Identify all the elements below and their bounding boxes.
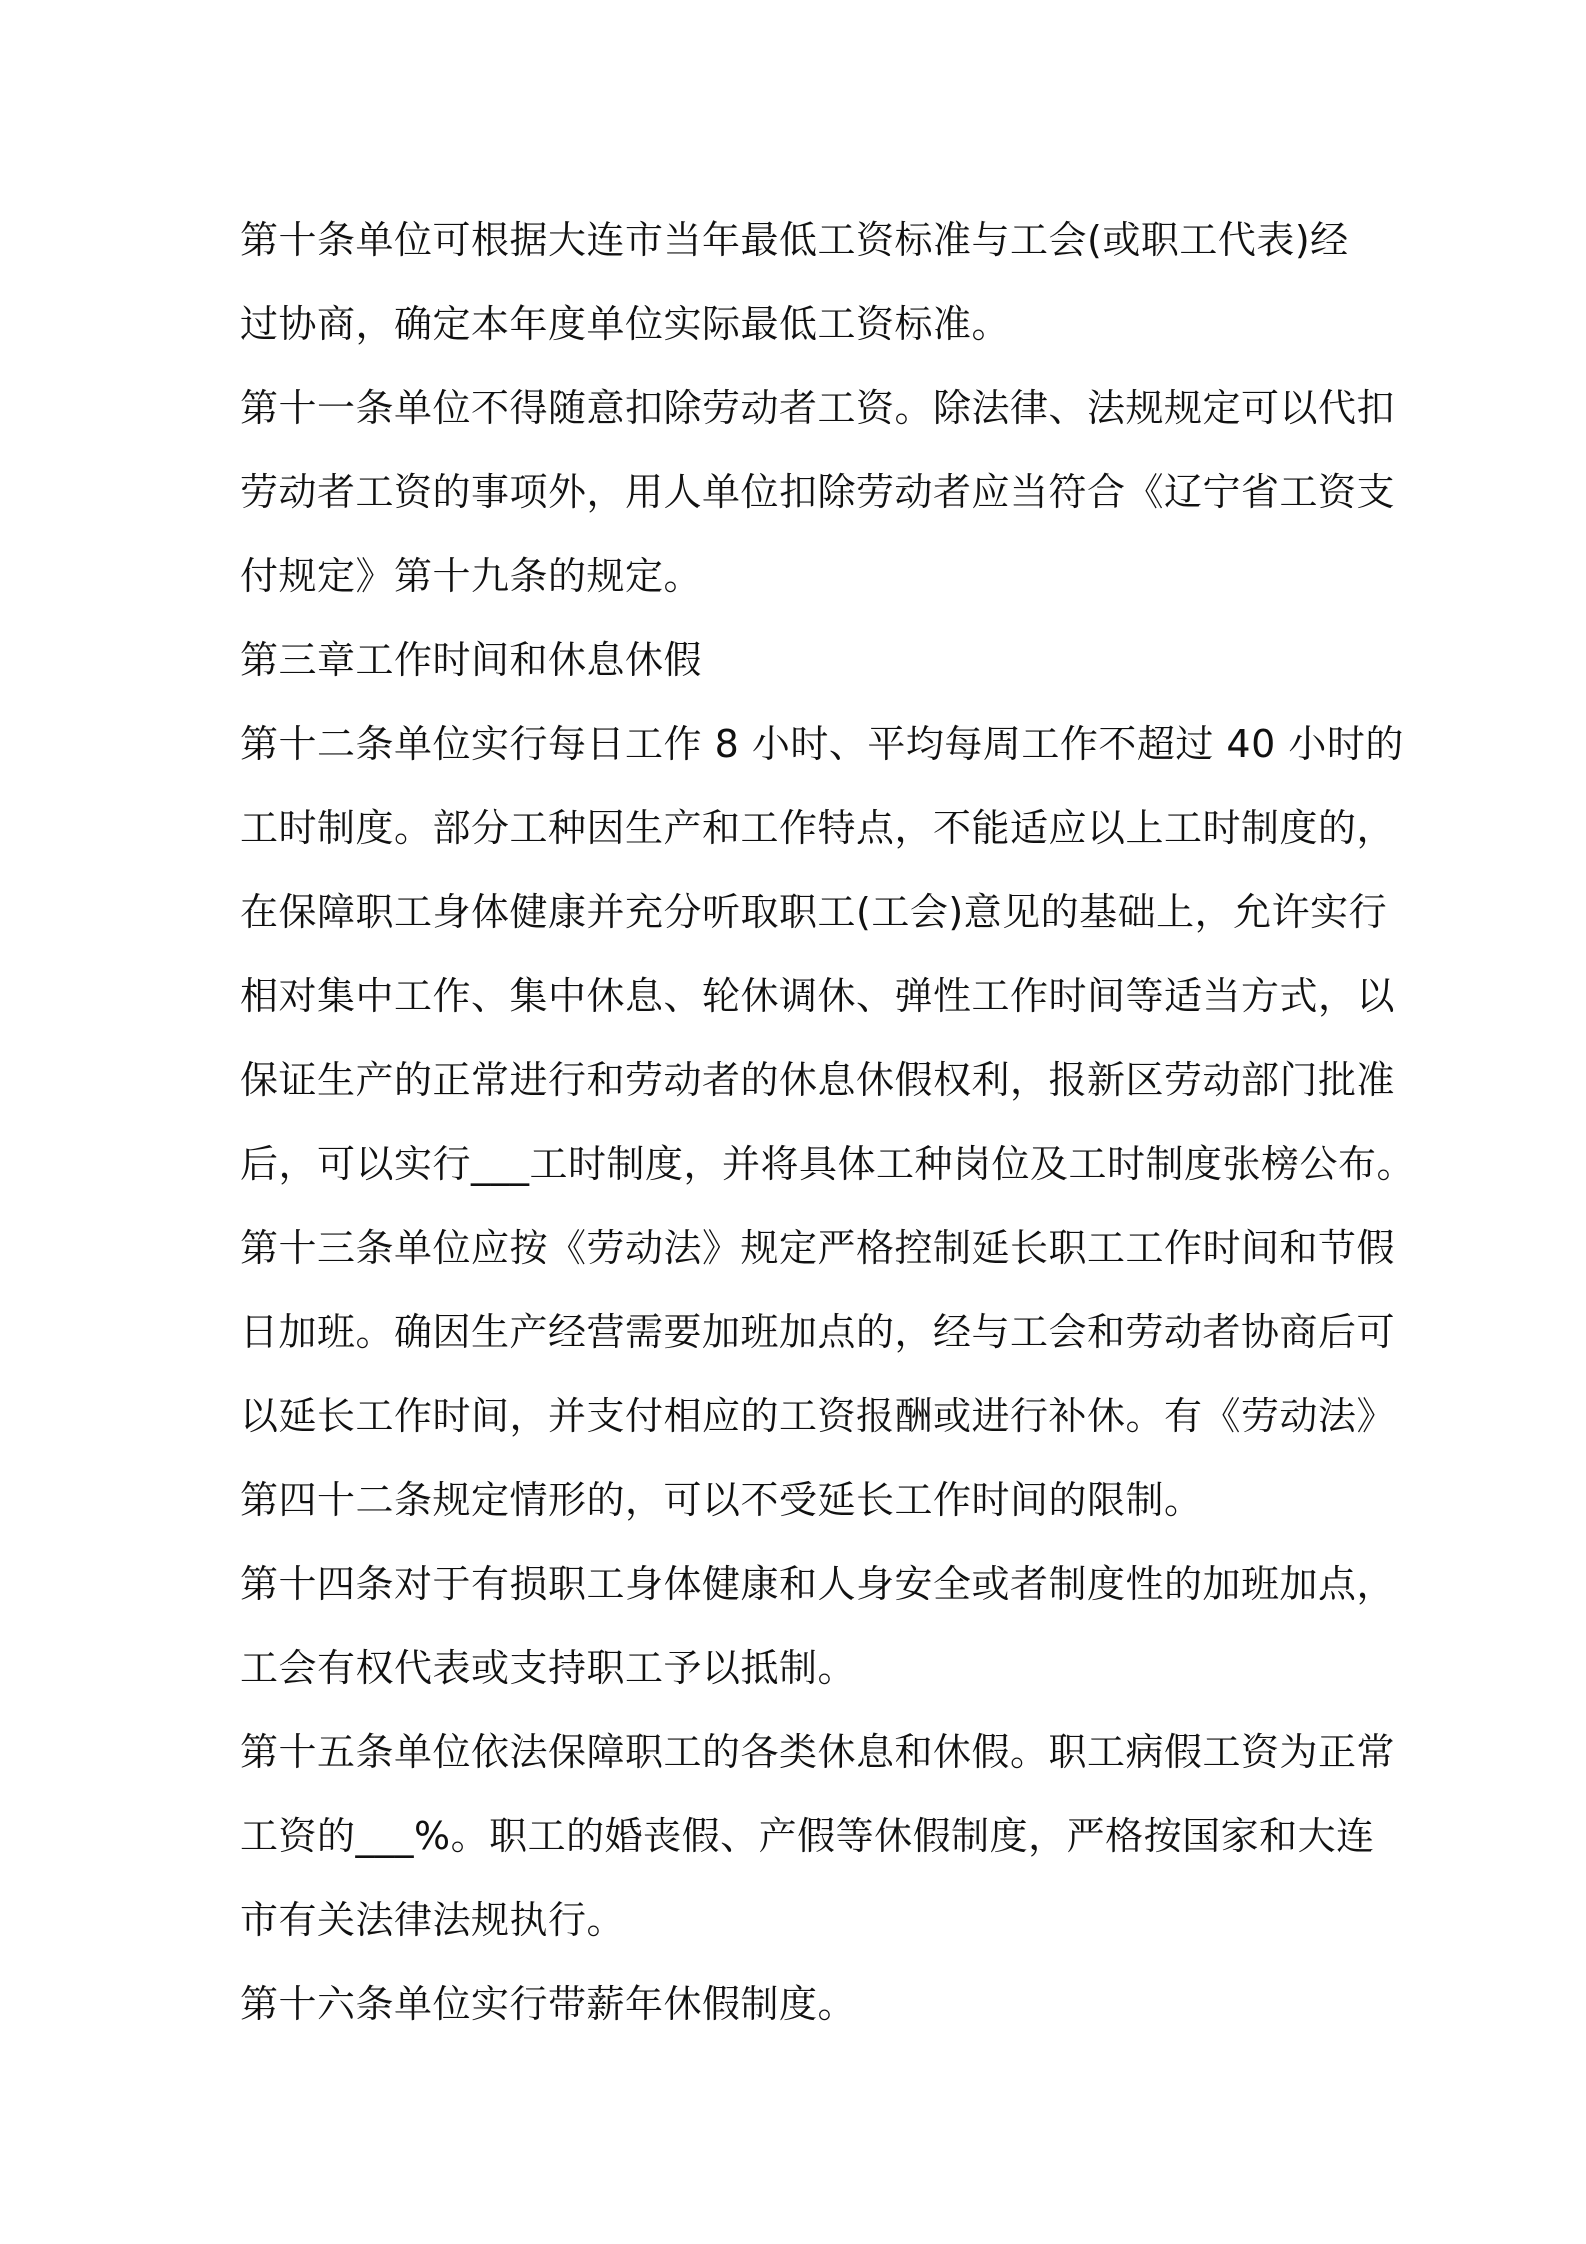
paragraph-line: 第十五条单位依法保障职工的各类休息和休假。职工病假工资为正常 [240, 1730, 1396, 1774]
paragraph-line: 第十三条单位应按《劳动法》规定严格控制延长职工工作时间和节假 [240, 1226, 1396, 1270]
paragraph-line: 在保障职工身体健康并充分听取职工(工会)意见的基础上，允许实行 [240, 890, 1388, 934]
article-14-paragraph [240, 1542, 1396, 1710]
paragraph-line: 相对集中工作、集中休息、轮休调休、弹性工作时间等适当方式，以 [240, 974, 1396, 1018]
article-10-paragraph [240, 198, 1370, 366]
paragraph-line: 第四十二条规定情形的，可以不受延长工作时间的限制。 [240, 1478, 1203, 1522]
paragraph-line: 以延长工作时间，并支付相应的工资报酬或进行补休。有《劳动法》 [240, 1394, 1396, 1438]
paragraph-line: 后，可以实行___工时制度，并将具体工种岗位及工时制度张榜公布。 [240, 1142, 1416, 1186]
paragraph-line: 第十六条单位实行带薪年休假制度。 [240, 1982, 857, 2026]
article-11-paragraph [240, 366, 1396, 618]
paragraph-line: 市有关法律法规执行。 [240, 1898, 626, 1942]
paragraph-line: 第十条单位可根据大连市当年最低工资标准与工会(或职工代表)经 [240, 218, 1349, 262]
chapter-title: 第三章工作时间和休息休假 [240, 638, 703, 682]
article-15-paragraph [240, 1710, 1396, 1962]
paragraph-line: 付规定》第十九条的规定。 [240, 554, 703, 598]
article-16-paragraph [240, 1962, 1370, 2046]
paragraph-line: 劳动者工资的事项外，用人单位扣除劳动者应当符合《辽宁省工资支 [240, 470, 1396, 514]
article-13-paragraph [240, 1206, 1396, 1542]
paragraph-line: 工会有权代表或支持职工予以抵制。 [240, 1646, 857, 1690]
paragraph-line: 第十四条对于有损职工身体健康和人身安全或者制度性的加班加点， [240, 1562, 1396, 1606]
paragraph-line: 工时制度。部分工种因生产和工作特点，不能适应以上工时制度的， [240, 806, 1396, 850]
paragraph-line: 日加班。确因生产经营需要加班加点的，经与工会和劳动者协商后可 [240, 1310, 1396, 1354]
chapter-heading [240, 618, 1370, 702]
document-page [240, 198, 1416, 2046]
paragraph-line: 保证生产的正常进行和劳动者的休息休假权利，报新区劳动部门批准 [240, 1058, 1396, 1102]
paragraph-line: 过协商，确定本年度单位实际最低工资标准。 [240, 302, 1011, 346]
paragraph-line: 第十二条单位实行每日工作 8 小时、平均每周工作不超过 40 小时的 [240, 722, 1404, 766]
paragraph-line: 工资的___%。职工的婚丧假、产假等休假制度，严格按国家和大连 [240, 1814, 1375, 1858]
article-12-paragraph [240, 702, 1416, 1206]
paragraph-line: 第十一条单位不得随意扣除劳动者工资。除法律、法规规定可以代扣 [240, 386, 1396, 430]
